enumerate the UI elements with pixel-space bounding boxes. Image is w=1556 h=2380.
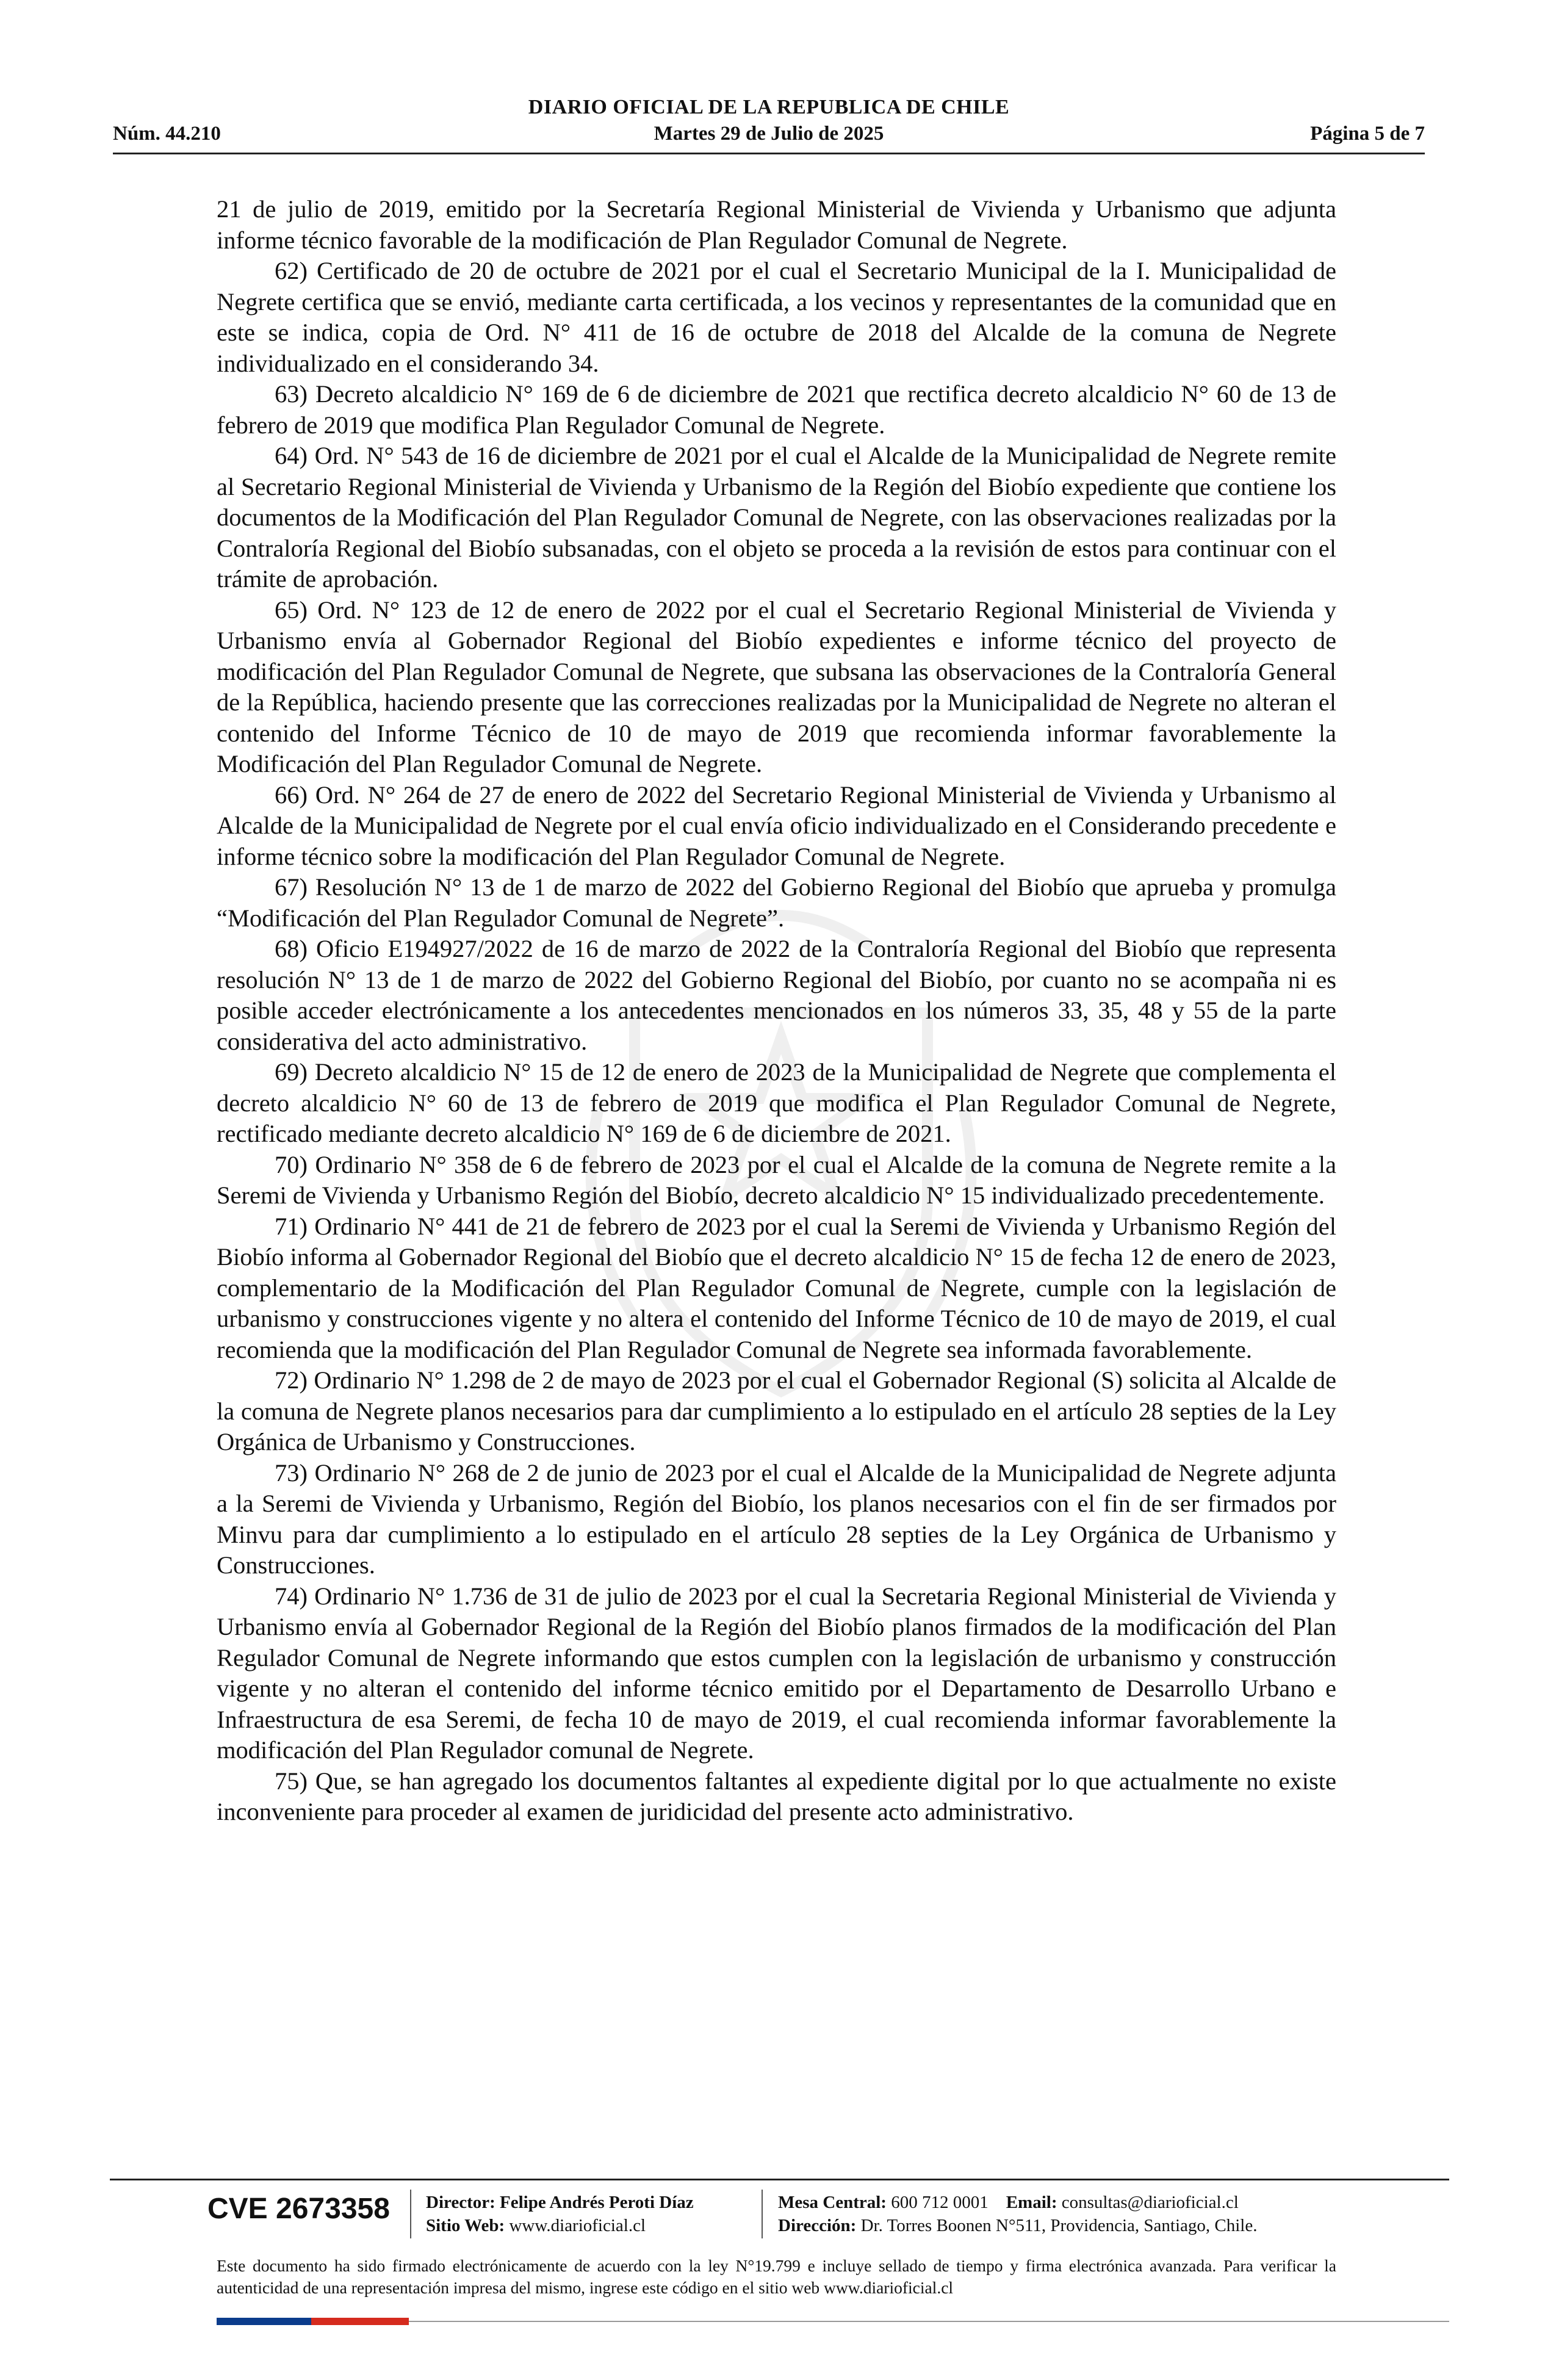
address-text: Dr. Torres Boonen N°511, Providencia, Santiago, Chile. — [860, 2216, 1258, 2235]
paragraph: 21 de julio de 2019, emitido por la Secretaría Regional Ministerial de Vivienda y Urbanismo que adjunta informe técnico favorable de la modificación de Plan Regulador Comunal de Negrete. — [217, 195, 1336, 254]
paragraph: 63) Decreto alcaldicio N° 169 de 6 de diciembre de 2021 que rectifica decreto alcaldicio N° 60 de 13 de febrero de 2019 que modifica Plan Regulador Comunal de Negrete. — [217, 380, 1336, 439]
paragraph: 65) Ord. N° 123 de 12 de enero de 2022 por el cual el Secretario Regional Ministerial de Vivienda y Urbanismo envía al Gobernador Regional del Biobío expedientes e informe técnico del proyecto de modificación del Plan Regulador Comunal de Negrete, que subsana las observaciones de la Contraloría General de la República, haciendo presente que las correcciones realizadas por la Municipalidad de Negrete no alteran el contenido del Informe Técnico de 10 de mayo de 2019 que recomienda informar favorablemente la Modificación del Plan Regulador Comunal de Negrete. — [217, 596, 1336, 777]
cve-code: CVE 2673358 — [207, 2193, 390, 2225]
email-label: Email: — [1006, 2193, 1057, 2212]
paragraph: 69) Decreto alcaldicio N° 15 de 12 de enero de 2023 de la Municipalidad de Negrete que complementa el decreto alcaldicio N° 60 de 13 de febrero de 2019 que modifica el Plan Regulador Comunal de Negrete, rectificado mediante decreto alcaldicio N° 169 de 6 de diciembre de 2021. — [217, 1058, 1336, 1147]
paragraph: 71) Ordinario N° 441 de 21 de febrero de 2023 por el cual la Seremi de Vivienda y Urbanismo Región del Biobío informa al Gobernador Regional del Biobío que el decreto alcaldicio N° 15 de fecha 12 de enero de 2023, complementario de la Modificación del Plan Regulador Comunal de Negrete, cumple con la legislación de urbanismo y construcciones vigente y no altera el contenido del Informe Técnico de 10 de mayo de 2019, el cual recomienda que la modificación del Plan Regulador Comunal de Negrete sea informada favorablemente. — [217, 1212, 1336, 1363]
issue-date: Martes 29 de Julio de 2025 — [654, 123, 884, 145]
paragraph: 68) Oficio E194927/2022 de 16 de marzo de 2022 de la Contraloría Regional del Biobío que representa resolución N° 13 de 1 de marzo de 2022 del Gobierno Regional del Biobío, por cuanto no se acompaña ni es posible acceder electrónicamente a los antecedentes mencionados en los números 33, 35, 48 y 55 de la parte considerativa del acto administrativo. — [217, 935, 1336, 1055]
paragraph: 70) Ordinario N° 358 de 6 de febrero de 2023 por el cual el Alcalde de la comuna de Negrete remite a la Seremi de Vivienda y Urbanismo Región del Biobío, decreto alcaldicio N° 15 individualizado precedentemente. — [217, 1150, 1336, 1209]
flag-stripe-blue — [217, 2318, 311, 2325]
issue-number: Núm. 44.210 — [113, 123, 221, 145]
flag-stripe-line — [409, 2321, 1449, 2322]
footer-director-block — [426, 2191, 694, 2237]
footer-divider — [110, 2179, 1449, 2180]
page-header — [113, 95, 1425, 154]
email-link[interactable]: consultas@diarioficial.cl — [1061, 2193, 1239, 2212]
paragraph: 64) Ord. N° 543 de 16 de diciembre de 2021 por el cual el Alcalde de la Municipalidad de Negrete remite al Secretario Regional Ministerial de Vivienda y Urbanismo de la Región del Biobío expediente que contiene los documentos de la Modificación del Plan Regulador Comunal de Negrete, con las observaciones realizadas por la Contraloría Regional del Biobío subsanadas, con el objeto se proceda a la revisión de estos para continuar con el trámite de aprobación. — [217, 442, 1336, 593]
footer-contact-block — [778, 2191, 1257, 2237]
paragraph: 72) Ordinario N° 1.298 de 2 de mayo de 2023 por el cual el Gobernador Regional (S) solicita al Alcalde de la comuna de Negrete planos necesarios para dar cumplimiento a lo estipulado en el artículo 28 septies de la Ley Orgánica de Urbanismo y Construcciones. — [217, 1366, 1336, 1455]
paragraph: 73) Ordinario N° 268 de 2 de junio de 2023 por el cual el Alcalde de la Municipalidad de Negrete adjunta a la Seremi de Vivienda y Urbanismo, Región del Biobío, los planos necesarios con el fin de ser firmados por Minvu para dar cumplimiento a lo estipulado en el artículo 28 septies de la Ley Orgánica de Urbanismo y Construcciones. — [217, 1459, 1336, 1579]
paragraph: 62) Certificado de 20 de octubre de 2021 por el cual el Secretario Municipal de la I. Municipalidad de Negrete certifica que se envió, mediante carta certificada, a los vecinos y representantes de la comunidad que en este se indica, copia de Ord. N° 411 de 16 de octubre de 2018 del Alcalde de la comuna de Negrete individualizado en el considerando 34. — [217, 257, 1336, 377]
page-number: Página 5 de 7 — [1310, 123, 1425, 145]
phone-number: 600 712 0001 — [891, 2193, 989, 2212]
paragraph: 66) Ord. N° 264 de 27 de enero de 2022 del Secretario Regional Ministerial de Vivienda y Urbanismo al Alcalde de la Municipalidad de Negrete por el cual envía oficio individualizado en el Considerando precedente e informe técnico sobre la modificación del Plan Regulador Comunal de Negrete. — [217, 781, 1336, 870]
flag-stripe-red — [311, 2318, 409, 2325]
legal-notice: Este documento ha sido firmado electrónicamente de acuerdo con la ley N°19.799 e incluye sellado de tiempo y firma electrónica avanzada. Para verificar la autenticidad de una representación impresa del mismo, ingrese este código en el sitio web www.diarioficial.cl — [217, 2256, 1336, 2297]
paragraph: 74) Ordinario N° 1.736 de 31 de julio de 2023 por el cual la Secretaria Regional Ministerial de Vivienda y Urbanismo envía al Gobernador Regional de la Región del Biobío planos firmados de la modificación del Plan Regulador Comunal de Negrete informando que estos cumplen con la legislación de urbanismo y construcción vigente y no alteran el contenido del informe técnico emitido por el Departamento de Desarrollo Urbano e Infraestructura de esa Seremi, de fecha 10 de mayo de 2019, el cual recomienda informar favorablemente la modificación del Plan Regulador comunal de Negrete. — [217, 1582, 1336, 1764]
paragraph: 67) Resolución N° 13 de 1 de marzo de 2022 del Gobierno Regional del Biobío que aprueba y promulga “Modificación del Plan Regulador Comunal de Negrete”. — [217, 873, 1336, 932]
footer-separator — [410, 2190, 411, 2238]
address-label: Dirección: — [778, 2216, 857, 2235]
website-link[interactable]: www.diarioficial.cl — [509, 2216, 646, 2235]
paragraph: 75) Que, se han agregado los documentos faltantes al expediente digital por lo que actualmente no existe inconveniente para proceder al examen de juridicidad del presente acto administrativo. — [217, 1767, 1336, 1825]
document-body — [217, 194, 1336, 1828]
phone-label: Mesa Central: — [778, 2193, 887, 2212]
director-name: Felipe Andrés Peroti Díaz — [500, 2193, 694, 2212]
newspaper-title: DIARIO OFICIAL DE LA REPUBLICA DE CHILE — [528, 96, 1010, 118]
director-label: Director: — [426, 2193, 495, 2212]
website-label: Sitio Web: — [426, 2216, 505, 2235]
footer-separator — [762, 2190, 763, 2238]
